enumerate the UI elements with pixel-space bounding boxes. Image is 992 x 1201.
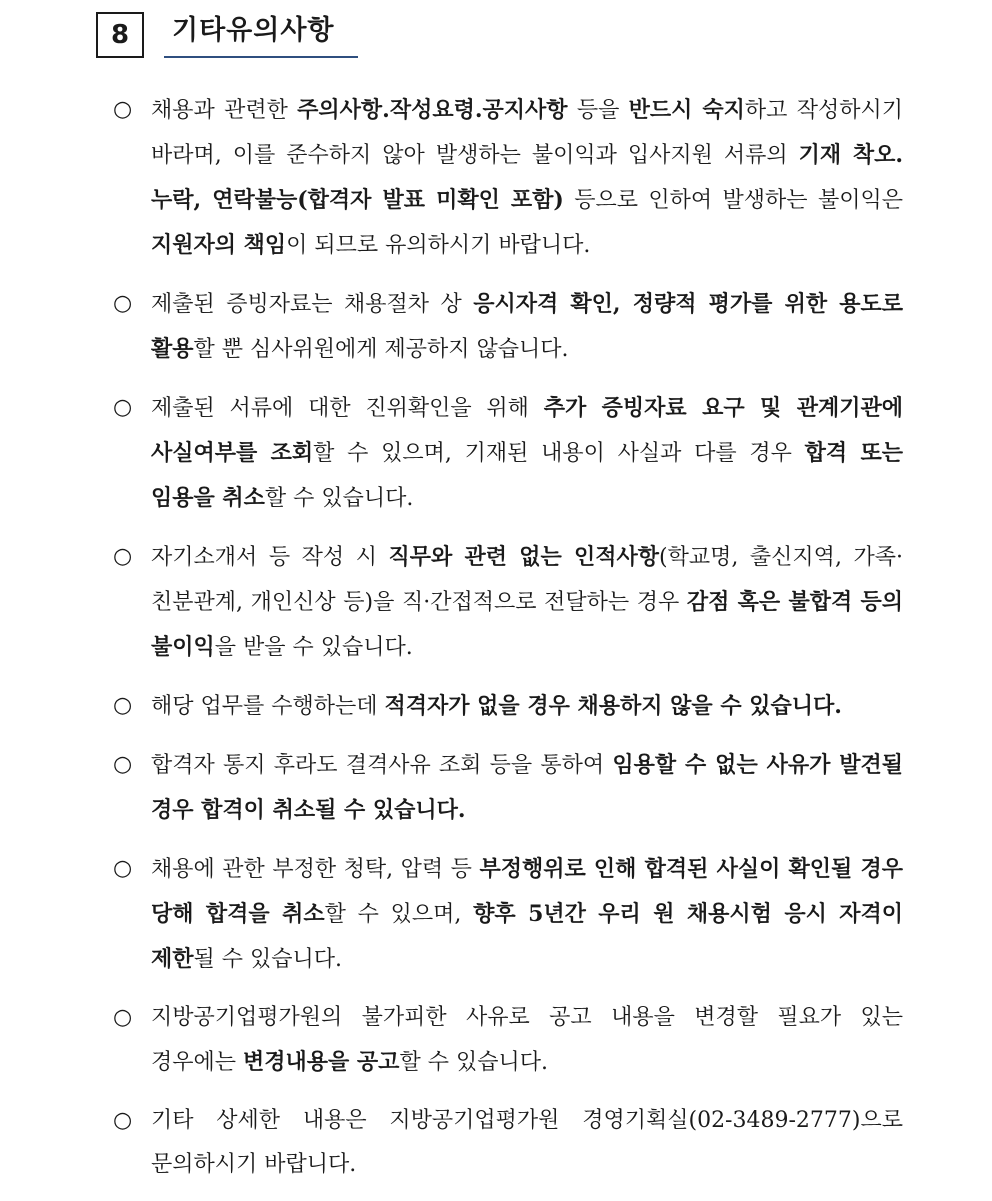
notice-text — [151, 386, 903, 521]
emphasis-text: 주의사항.작성요령.공지사항 — [297, 97, 568, 123]
body-text: 기타 상세한 내용은 지방공기업평가원 경영기획실(02-3489-2777)으로 문의하시기 바랍니다. — [151, 1108, 903, 1177]
notice-list — [113, 88, 903, 1201]
emphasis-text: 반드시 숙지 — [628, 97, 745, 123]
notice-item — [113, 535, 903, 670]
body-text: 할 수 있으며, — [324, 902, 474, 927]
body-text: 될 수 있습니다. — [193, 947, 343, 972]
emphasis-text: 응시자격 확인, 정량적 평가를 위한 용도로 활용 — [151, 291, 903, 362]
emphasis-text: 추가 증빙자료 요구 및 관계기관에 사실여부를 조회 — [151, 395, 903, 466]
notice-text — [151, 282, 903, 372]
circle-bullet-icon: ○ — [113, 97, 133, 122]
notice-item — [113, 847, 903, 982]
emphasis-text: 지원자의 책임 — [151, 232, 287, 258]
circle-bullet-icon: ○ — [113, 693, 133, 718]
body-text: 해당 업무를 수행하는데 — [151, 694, 385, 719]
circle-bullet-icon: ○ — [113, 856, 133, 881]
body-text: 이 되므로 유의하시기 바랍니다. — [286, 233, 591, 258]
section-title: 기타유의사항 — [164, 8, 358, 58]
notice-text — [151, 847, 903, 982]
notice-item — [113, 743, 903, 833]
emphasis-text: 합격 또는 임용을 취소 — [151, 440, 903, 511]
circle-bullet-icon: ○ — [113, 1005, 133, 1030]
section-number: 8 — [96, 12, 144, 58]
body-text: 채용과 관련한 — [151, 98, 298, 123]
notice-text — [151, 684, 903, 729]
emphasis-text: 직무와 관련 없는 인적사항 — [388, 544, 660, 570]
body-text: 합격자 통지 후라도 결격사유 조회 등을 통하여 — [151, 753, 613, 778]
notice-text — [151, 996, 903, 1085]
notice-item — [113, 996, 903, 1085]
emphasis-text: 부정행위로 인해 합격된 사실이 확인될 경우 당해 합격을 취소 — [151, 856, 903, 927]
emphasis-text: 감점 혹은 불합격 등의 불이익 — [151, 589, 903, 660]
notice-text — [151, 88, 903, 268]
circle-bullet-icon: ○ — [113, 752, 133, 777]
body-text: 할 수 있으며, 기재된 내용이 사실과 다를 경우 — [313, 441, 805, 466]
circle-bullet-icon: ○ — [113, 395, 133, 420]
notice-text — [151, 1099, 903, 1187]
body-text: (학교명, 출신지역, 가족·친분관계, 개인신상 등)을 직·간접적으로 전달하는 경우 — [151, 545, 903, 615]
notice-item — [113, 684, 903, 729]
notice-text — [151, 535, 903, 670]
body-text: 할 뿐 심사위원에게 제공하지 않습니다. — [193, 337, 569, 362]
body-text: 채용에 관한 부정한 청탁, 압력 등 — [151, 857, 480, 882]
body-text: 자기소개서 등 작성 시 — [151, 545, 389, 570]
body-text: 할 수 있습니다. — [399, 1050, 548, 1075]
body-text: 하고 작성하시기 바라며, 이를 준수하지 않아 발생하는 불이익과 입사지원 서류의 — [151, 98, 903, 168]
circle-bullet-icon: ○ — [113, 544, 133, 569]
notice-item — [113, 88, 903, 268]
notice-item — [113, 386, 903, 521]
emphasis-text: 변경내용을 공고 — [243, 1049, 400, 1075]
body-text: 할 수 있습니다. — [264, 486, 414, 511]
notice-item — [113, 282, 903, 372]
body-text: 등으로 인하여 발생하는 불이익은 — [563, 188, 903, 213]
circle-bullet-icon: ○ — [113, 291, 133, 316]
section-header — [96, 8, 358, 60]
body-text: 등을 — [567, 98, 629, 123]
body-text: 제출된 증빙자료는 채용절차 상 — [151, 292, 474, 317]
emphasis-text: 임용할 수 없는 사유가 발견될 경우 합격이 취소될 수 있습니다. — [151, 752, 903, 823]
notice-text — [151, 743, 903, 833]
notice-item — [113, 1099, 903, 1187]
circle-bullet-icon: ○ — [113, 1108, 133, 1133]
emphasis-text: 기재 착오.누락, 연락불능(합격자 발표 미확인 포함) — [151, 142, 904, 213]
body-text: 을 받을 수 있습니다. — [214, 635, 413, 660]
emphasis-text: 향후 5년간 우리 원 채용시험 응시 자격이 제한 — [151, 901, 904, 972]
emphasis-text: 적격자가 없을 경우 채용하지 않을 수 있습니다. — [384, 693, 842, 719]
body-text: 제출된 서류에 대한 진위확인을 위해 — [151, 396, 544, 421]
body-text: 지방공기업평가원의 불가피한 사유로 공고 내용을 변경할 필요가 있는 경우에는 — [151, 1005, 903, 1075]
